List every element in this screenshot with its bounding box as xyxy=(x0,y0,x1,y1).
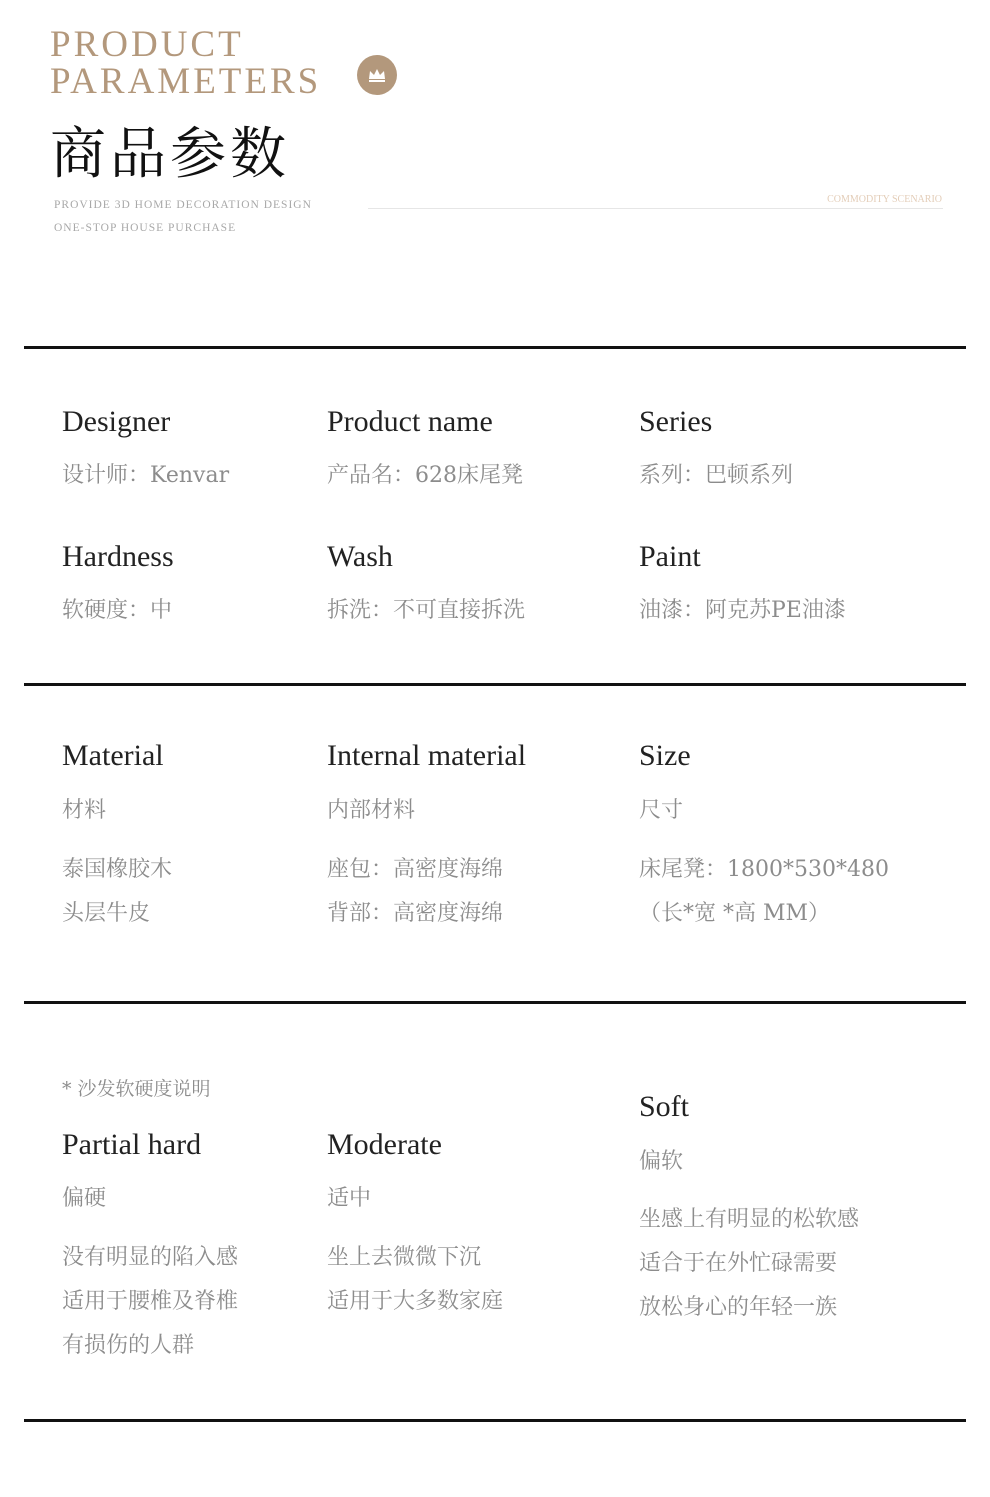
partial-hard-line: 适用于腰椎及脊椎 xyxy=(62,1289,239,1314)
wash-value: 拆洗：不可直接拆洗 xyxy=(327,598,526,623)
size-label: Size xyxy=(639,739,691,772)
product-name-label: Product name xyxy=(327,405,493,438)
softness-note: * 沙发软硬度说明 xyxy=(62,1078,211,1100)
paint-value: 油漆：阿克苏PE油漆 xyxy=(639,598,846,623)
series-value: 系列：巴顿系列 xyxy=(639,463,794,488)
material-line: 头层牛皮 xyxy=(62,901,151,926)
wash-label: Wash xyxy=(327,540,393,573)
tagline-2: ONE-STOP HOUSE PURCHASE xyxy=(54,222,237,234)
soft-label: Soft xyxy=(639,1090,690,1123)
material-list xyxy=(62,848,172,936)
internal-material-line: 背部：高密度海绵 xyxy=(327,901,504,926)
moderate-cn-label: 适中 xyxy=(327,1186,372,1211)
size-cn-label: 尺寸 xyxy=(639,798,684,823)
header-divider xyxy=(368,208,943,209)
partial-hard-list xyxy=(62,1236,238,1368)
crown-icon xyxy=(367,67,387,83)
partial-hard-label: Partial hard xyxy=(62,1128,202,1161)
soft-line: 坐感上有明显的松软感 xyxy=(639,1207,860,1232)
hardness-label: Hardness xyxy=(62,540,174,573)
moderate-label: Moderate xyxy=(327,1128,442,1161)
partial-hard-line: 有损伤的人群 xyxy=(62,1333,195,1358)
scenario-label: COMMODITY SCENARIO xyxy=(827,194,942,205)
moderate-line: 坐上去微微下沉 xyxy=(327,1245,482,1270)
english-title-line-2: PARAMETERS xyxy=(50,61,322,102)
designer-value: 设计师：Kenvar xyxy=(62,463,230,488)
section-divider-4 xyxy=(24,1419,966,1422)
internal-material-list xyxy=(327,848,503,936)
material-line: 泰国橡胶木 xyxy=(62,857,173,882)
material-label: Material xyxy=(62,739,164,772)
designer-label: Designer xyxy=(62,405,171,438)
size-list xyxy=(639,848,889,936)
size-line: 床尾凳：1800*530*480 xyxy=(639,857,889,882)
page-title: 商品参数 xyxy=(50,122,290,187)
section-divider-1 xyxy=(24,346,966,349)
soft-list xyxy=(639,1198,859,1330)
soft-line: 放松身心的年轻一族 xyxy=(639,1295,838,1320)
internal-material-line: 座包：高密度海绵 xyxy=(327,857,504,882)
hardness-value: 软硬度：中 xyxy=(62,598,173,623)
paint-label: Paint xyxy=(639,540,701,573)
english-title-line-1: PRODUCT xyxy=(50,24,244,65)
tagline-1: PROVIDE 3D HOME DECORATION DESIGN xyxy=(54,199,312,211)
soft-cn-label: 偏软 xyxy=(639,1149,684,1174)
partial-hard-line: 没有明显的陷入感 xyxy=(62,1245,239,1270)
soft-line: 适合于在外忙碌需要 xyxy=(639,1251,838,1276)
partial-hard-cn-label: 偏硬 xyxy=(62,1186,107,1211)
crown-badge xyxy=(357,55,397,95)
material-cn-label: 材料 xyxy=(62,798,107,823)
internal-material-cn-label: 内部材料 xyxy=(327,798,416,823)
size-line: （长*宽 *高 MM） xyxy=(639,901,831,926)
internal-material-label: Internal material xyxy=(327,739,527,772)
moderate-line: 适用于大多数家庭 xyxy=(327,1289,504,1314)
section-divider-2 xyxy=(24,683,966,686)
section-divider-3 xyxy=(24,1001,966,1004)
moderate-list xyxy=(327,1236,503,1324)
series-label: Series xyxy=(639,405,713,438)
product-name-value: 产品名：628床尾凳 xyxy=(327,463,523,488)
